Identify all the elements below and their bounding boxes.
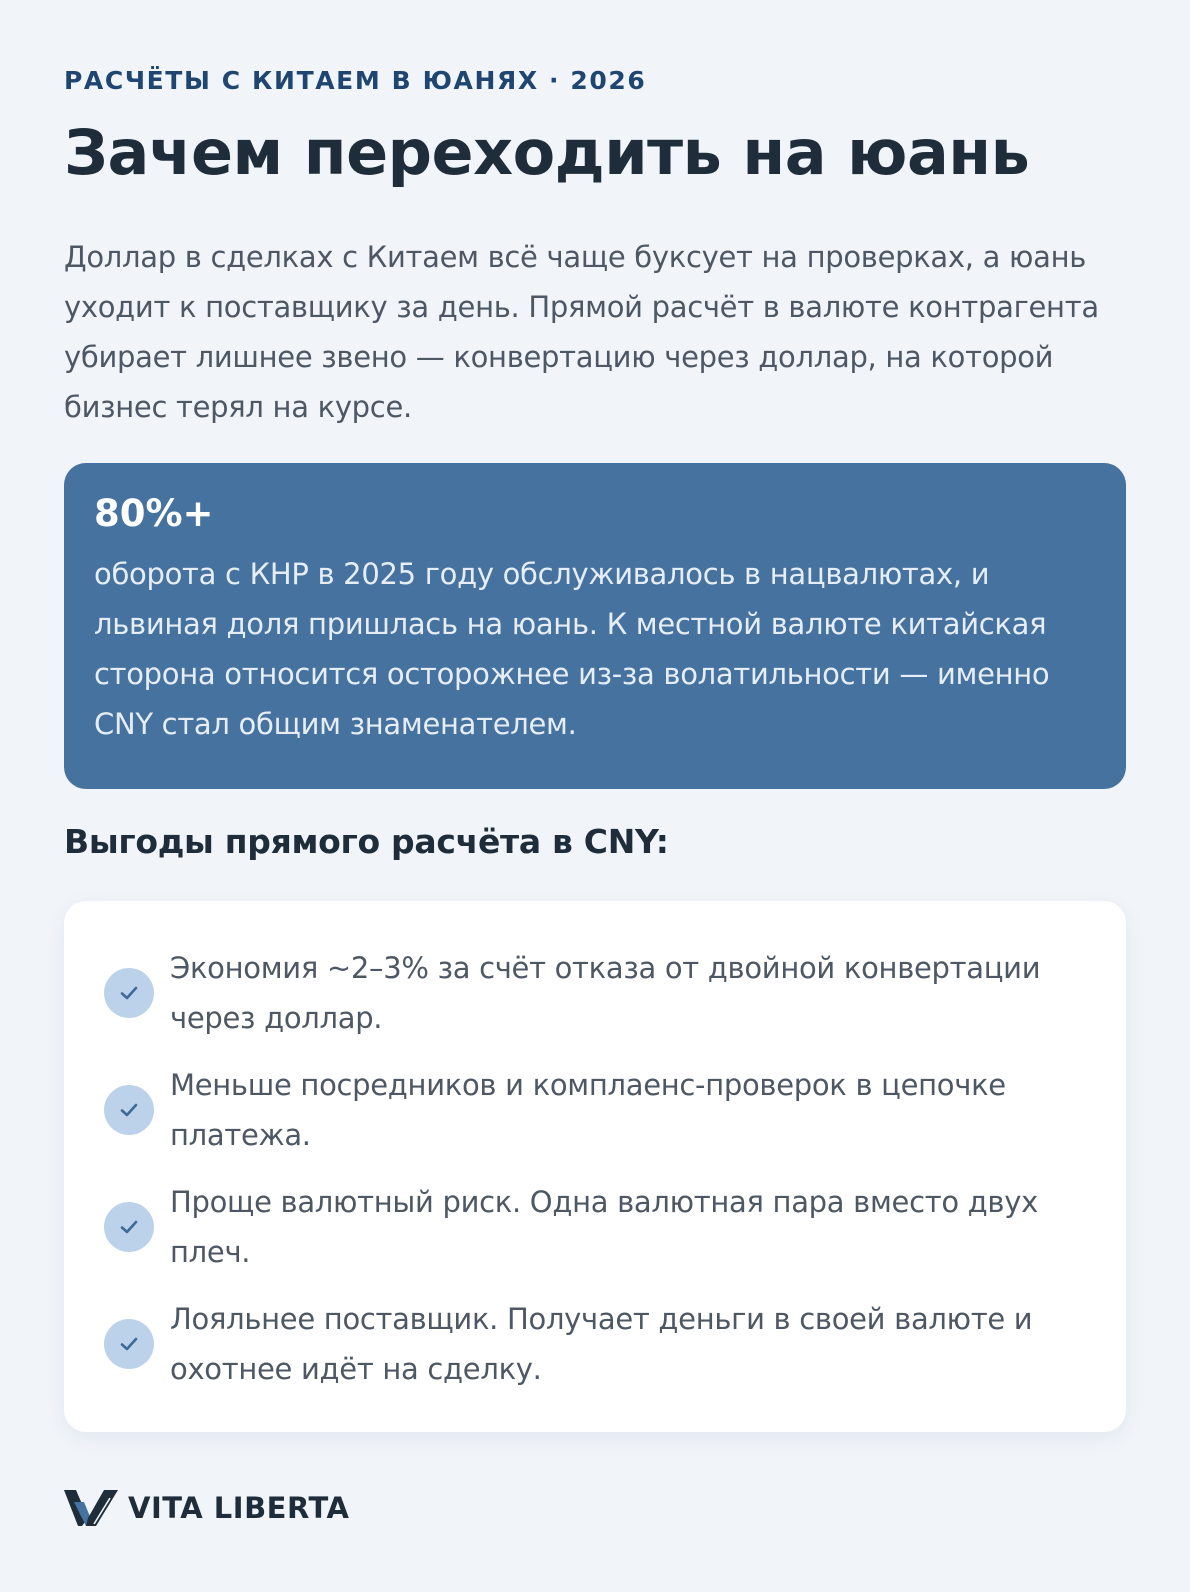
benefit-item xyxy=(104,1294,1090,1394)
benefit-item xyxy=(104,943,1090,1043)
stat-card xyxy=(64,463,1126,789)
benefit-item xyxy=(104,1060,1090,1160)
benefit-text: Меньше посредников и комплаенс-проверок в цепочке платежа. xyxy=(170,1068,1006,1152)
page-title: Зачем переходить на юань xyxy=(64,116,1030,189)
check-icon xyxy=(104,1319,154,1369)
logo-text: VITA LIBERTA xyxy=(128,1491,350,1525)
benefit-text: Лояльнее поставщик. Получает деньги в своей валюте и охотнее идёт на сделку. xyxy=(170,1302,1033,1386)
vita-liberta-logo-icon xyxy=(64,1488,120,1528)
check-icon xyxy=(104,1085,154,1135)
lead-paragraph: Доллар в сделках с Китаем всё чаще буксует на проверках, а юань уходит к поставщику за день. Прямой расчёт в валюте контрагента убирает лишнее звено — конвертацию через доллар, на которой бизнес терял на курсе. xyxy=(64,240,1099,424)
check-icon xyxy=(104,968,154,1018)
check-icon xyxy=(104,1202,154,1252)
benefit-text: Экономия ~2–3% за счёт отказа от двойной конвертации через доллар. xyxy=(170,951,1041,1035)
brand-logo xyxy=(64,1488,350,1528)
benefit-item xyxy=(104,1177,1090,1277)
benefit-text: Проще валютный риск. Одна валютная пара вместо двух плеч. xyxy=(170,1185,1038,1269)
benefits-card xyxy=(64,901,1126,1432)
benefits-heading: Выгоды прямого расчёта в CNY: xyxy=(64,822,669,861)
eyebrow-label: РАСЧЁТЫ С КИТАЕМ В ЮАНЯХ · 2026 xyxy=(64,66,647,95)
stat-description: оборота с КНР в 2025 году обслуживалось в нацвалютах, и львиная доля пришлась на юань. К местной валюте китайская сторона относится осторожнее из-за волатильности — именно CNY стал общим знаменателем. xyxy=(94,557,1050,741)
stat-value: 80%+ xyxy=(94,492,214,535)
